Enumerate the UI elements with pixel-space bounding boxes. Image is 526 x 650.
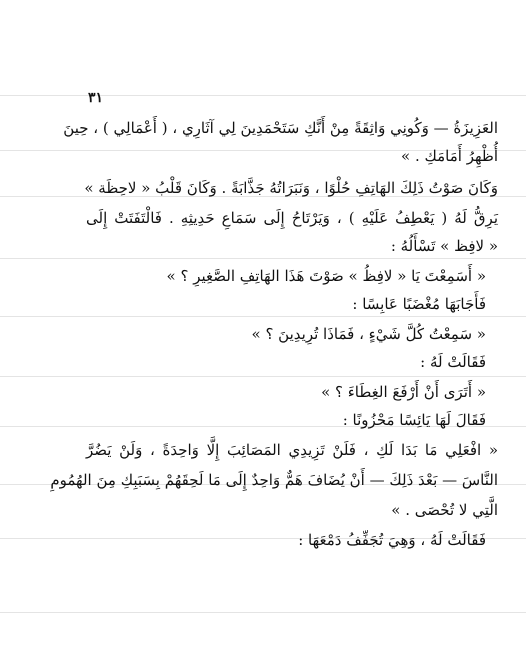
ruled-line [0, 95, 526, 96]
text-line: « أَسَمِعْتَ يَا « لافِظُ » صَوْتَ هَذَا الهَاتِفِ الصَّغِيرِ ؟ » [166, 267, 486, 285]
text-line: « لافِظ » تَسْأَلُهُ : [390, 237, 498, 255]
text-line: « سَمِعْتُ كُلَّ شَيْءٍ ، فَمَاذَا تُرِيدِينَ ؟ » [251, 325, 486, 343]
text-line: الَّتِي لا تُحْصَى . » [391, 501, 498, 519]
text-line: أُظْهِرُ أَمَامَكِ . » [401, 147, 498, 165]
ruled-line [0, 376, 526, 377]
page-number: ٣١ [88, 90, 104, 106]
text-line: يَرِقُّ لَهُ ( يَعْطِفُ عَلَيْهِ ) ، وَيَرْتَاحُ إِلَى سَمَاعِ حَدِيثِهِ . فَالْتَفَتَتْ إِلَى [86, 209, 498, 227]
ruled-line [0, 316, 526, 317]
text-line: « أَتَرَى أَنْ أَرْفَعَ الغِطَاءَ ؟ » [321, 383, 486, 401]
ruled-line [0, 612, 526, 613]
text-line: « افْعَلِي مَا بَدَا لَكِ ، فَلَنْ تَزِيدِي المَصَائِبَ إِلَّا وَاحِدَةً ، وَلَنْ يَضُرَّ [86, 441, 498, 459]
text-line: وَكَانَ صَوْتُ ذَلِكَ الهَاتِفِ حُلْوًا ، وَنَبَرَاتُهُ جَذَّابَةً . وَكَانَ قَلْبُ « لاحِظَة » [84, 179, 498, 197]
text-line: العَزِيزَةُ — وَكُونِي وَاثِقَةً مِنْ أَنَّكِ سَتَحْمَدِينَ لِي آثَارِي ، ( أَعْمَالِي ) ، حِينَ [63, 119, 498, 137]
text-line: فَقَالَتْ لَهُ ، وَهِيَ تُجَفِّفُ دَمْعَهَا : [298, 531, 486, 549]
text-line: فَأَجَابَهَا مُغْضَبًا عَابِسًا : [352, 295, 486, 313]
text-line: فَقَالَتْ لَهُ : [420, 353, 486, 371]
ruled-line [0, 258, 526, 259]
text-line: النَّاسَ — بَعْدَ ذَلِكَ — أَنْ يُضَافَ هَمٌّ وَاحِدٌ إِلَى مَا لَحِقَهُمْ بِسَبَبِكِ مِنَ الهُمُومِ [50, 471, 498, 489]
text-line: فَقَالَ لَهَا يَائِسًا مَحْزُونًا : [342, 411, 486, 429]
